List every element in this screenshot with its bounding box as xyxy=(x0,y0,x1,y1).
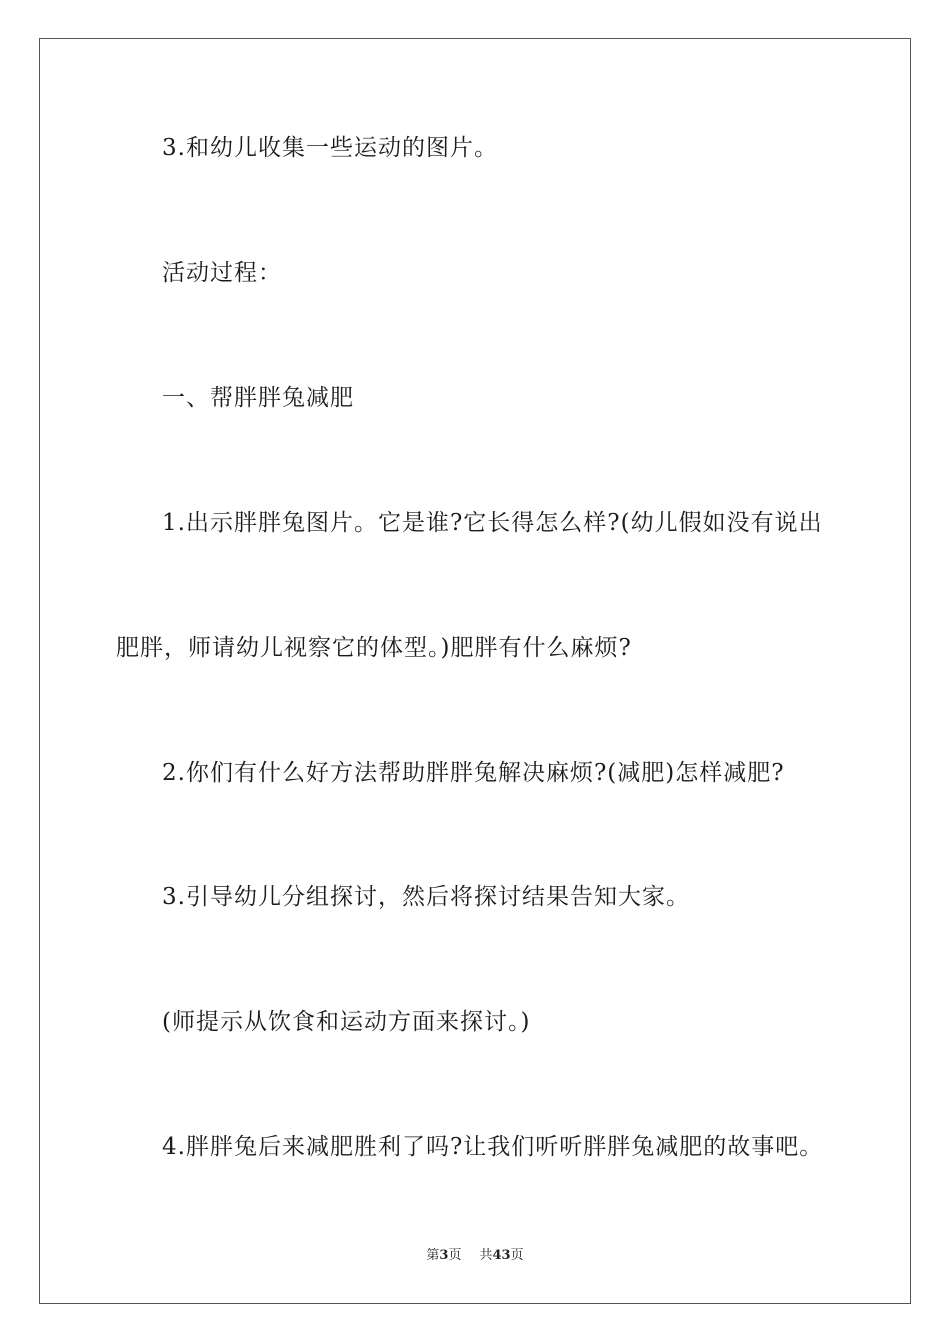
paragraph-teacher-hint: (师提示从饮食和运动方面来探讨。) xyxy=(162,1009,531,1035)
paragraph-step-3: 3.引导幼儿分组探讨，然后将探讨结果告知大家。 xyxy=(162,884,690,910)
paragraph-step-2: 2.你们有什么好方法帮助胖胖兔解决麻烦?(减肥)怎样减肥? xyxy=(162,760,785,786)
paragraph-prep-item-3: 3.和幼儿收集一些运动的图片。 xyxy=(162,135,498,161)
footer-total-pages: 43 xyxy=(492,1248,511,1263)
subsection-heading-1: 一、帮胖胖兔减肥 xyxy=(162,385,354,411)
footer-page-prefix: 第 xyxy=(426,1248,440,1263)
paragraph-step-4: 4.胖胖兔后来减肥胜利了吗?让我们听听胖胖兔减肥的故事吧。 xyxy=(162,1134,824,1160)
page-footer xyxy=(0,1247,950,1265)
footer-total-prefix: 共 xyxy=(479,1248,493,1263)
footer-page-suffix: 页 xyxy=(448,1248,462,1263)
paragraph-step-1: 1.出示胖胖兔图片。它是谁?它长得怎么样?(幼儿假如没有说出 xyxy=(162,510,823,536)
footer-total-suffix: 页 xyxy=(510,1248,524,1263)
section-heading-activity-process: 活动过程： xyxy=(162,260,282,286)
page-border xyxy=(39,38,911,1304)
footer-page-number: 3 xyxy=(439,1248,449,1263)
paragraph-step-1-continued: 肥胖，师请幼儿视察它的体型。)肥胖有什么麻烦? xyxy=(116,635,632,661)
